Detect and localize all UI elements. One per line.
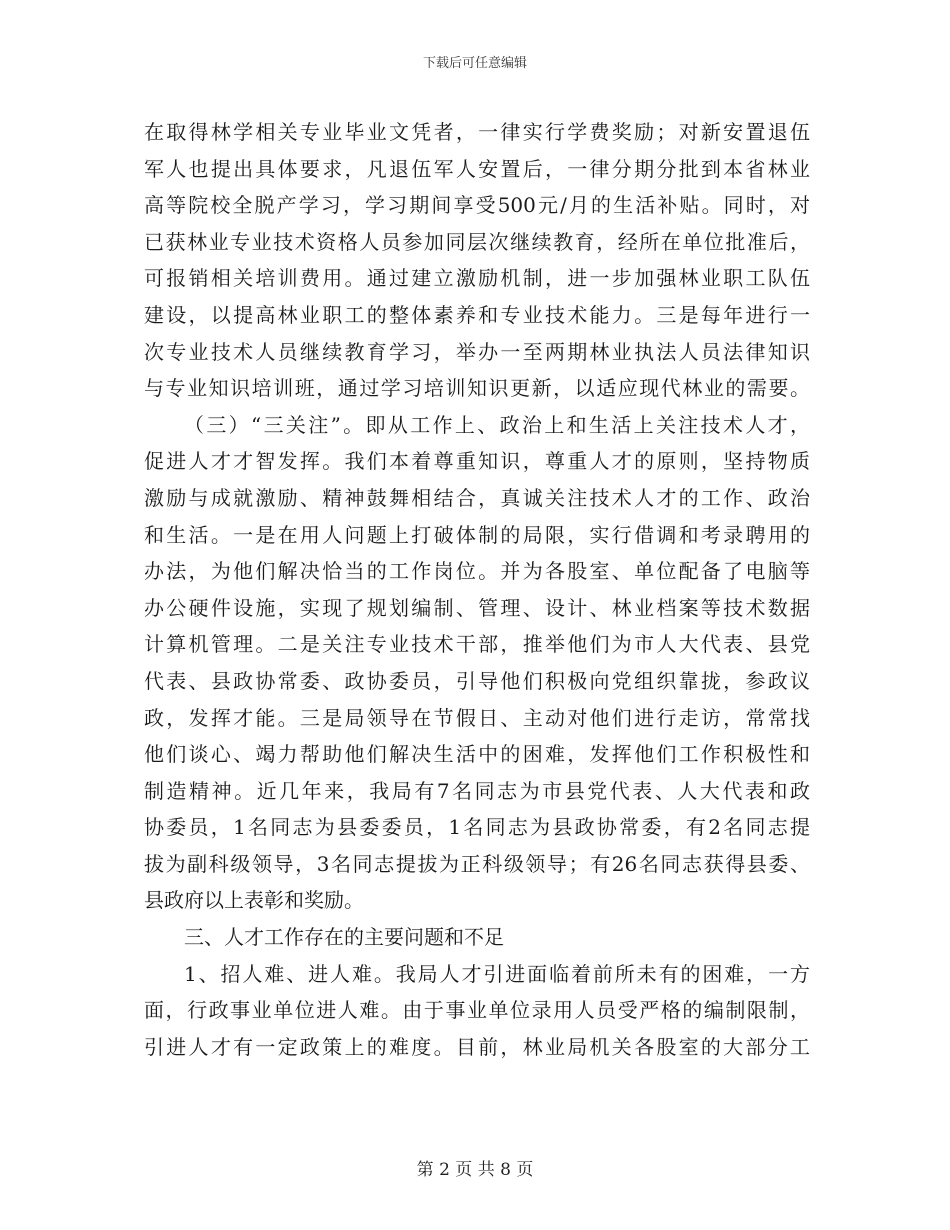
text-line: 代表、县政协常委、政协委员，引导他们积极向党组织靠拢，参政议: [144, 668, 810, 693]
page-footer: 第 2 页 共 8 页: [416, 1160, 534, 1180]
text-line: 计算机管理。二是关注专业技术干部，推举他们为市人大代表、县党: [144, 632, 810, 657]
text-line: 与专业知识培训班，通过学习培训知识更新，以适应现代林业的需要。: [144, 376, 810, 401]
text-line: 引进人才有一定政策上的难度。目前，林业局机关各股室的大部分工: [144, 1034, 810, 1059]
text-line: 建设，以提高林业职工的整体素养和专业技术能力。三是每年进行一: [144, 302, 810, 327]
text-line: 政，发挥才能。三是局领导在节假日、主动对他们进行走访，常常找: [144, 705, 810, 730]
text-line: 制造精神。近几年来，我局有7名同志为市县党代表、人大代表和政: [144, 778, 810, 803]
text-line: （三）“三关注”。即从工作上、政治上和生活上关注技术人才，: [184, 412, 810, 437]
section-heading: 三、人才工作存在的主要问题和不足: [184, 925, 504, 950]
text-line: 可报销相关培训费用。通过建立激励机制，进一步加强林业职工队伍: [144, 266, 810, 291]
text-line: 促进人才才智发挥。我们本着尊重知识，尊重人才的原则，坚持物质: [144, 449, 810, 474]
text-line: 县政府以上表彰和奖励。: [144, 888, 364, 913]
text-line: 他们谈心、竭力帮助他们解决生活中的困难，发挥他们工作积极性和: [144, 742, 810, 767]
text-line: 军人也提出具体要求，凡退伍军人安置后，一律分期分批到本省林业: [144, 156, 810, 181]
text-line: 已获林业专业技术资格人员参加同层次继续教育，经所在单位批准后，: [144, 229, 810, 254]
text-line: 激励与成就激励、精神鼓舞相结合，真诚关注技术人才的工作、政治: [144, 485, 810, 510]
text-line: 协委员，1名同志为县委委员，1名同志为县政协常委，有2名同志提: [144, 815, 810, 840]
text-line: 拔为副科级领导，3名同志提拔为正科级领导；有26名同志获得县委、: [144, 851, 810, 876]
document-body: [144, 114, 810, 1065]
page-header: 下载后可任意编辑: [422, 56, 527, 71]
text-line: 高等院校全脱产学习，学习期间享受500元/月的生活补贴。同时，对: [144, 193, 810, 218]
text-line: 1、招人难、进人难。我局人才引进面临着前所未有的困难，一方: [184, 961, 810, 986]
text-line: 办法，为他们解决恰当的工作岗位。并为各股室、单位配备了电脑等: [144, 559, 810, 584]
text-line: 次专业技术人员继续教育学习，举办一至两期林业执法人员法律知识: [144, 339, 810, 364]
text-line: 办公硬件设施，实现了规划编制、管理、设计、林业档案等技术数据: [144, 595, 810, 620]
text-line: 面，行政事业单位进人难。由于事业单位录用人员受严格的编制限制，: [144, 998, 810, 1023]
text-line: 和生活。一是在用人问题上打破体制的局限，实行借调和考录聘用的: [144, 522, 810, 547]
text-line: 在取得林学相关专业毕业文凭者，一律实行学费奖励；对新安置退伍: [144, 120, 810, 144]
